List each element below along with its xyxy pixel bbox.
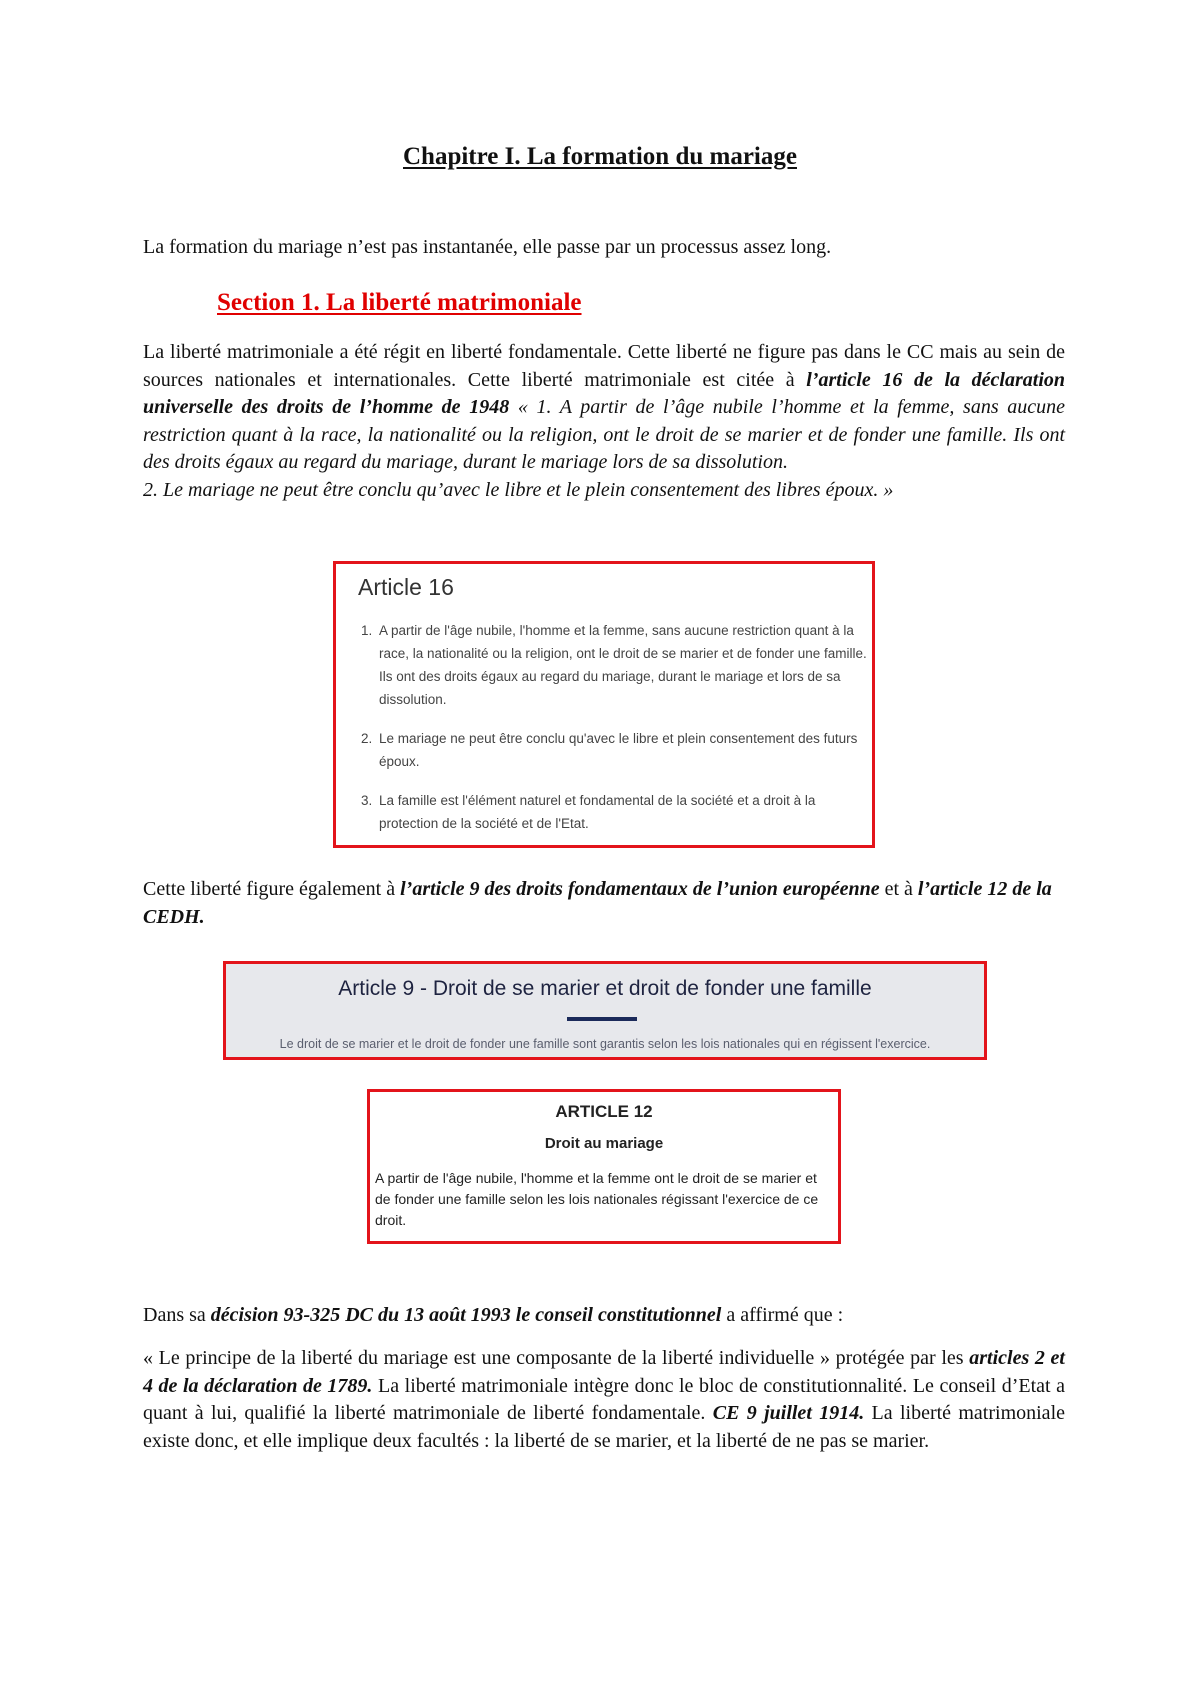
article-9-excerpt (223, 961, 987, 1060)
paragraph-article-9-12 (143, 876, 1065, 931)
p2-ref-article-12: l’article 12 de la CEDH. (143, 878, 1052, 928)
article-12-excerpt (367, 1089, 841, 1244)
p4-text-2: La liberté matrimoniale intègre donc le bloc de constitutionnalité. Le conseil d’Etat a quant à lui, qualifié la liberté matrimoniale de liberté fondamentale. (143, 1374, 1066, 1424)
article-9-heading: Article 9 - Droit de se marier et droit de fonder une famille (338, 977, 872, 1000)
article-9-text: Le droit de se marier et le droit de fonder une famille sont garantis selon les lois nationales qui en régissent l'exercice. (279, 1037, 931, 1051)
p2-ref-article-9: l’article 9 des droits fondamentaux de l’union européenne (400, 878, 880, 900)
article-16-item: 1. A partir de l'âge nubile, l'homme et la femme, sans aucune restriction quant à la race, la nationalité ou la religion, ont le droit de se marier et de fonder une famille. Ils ont des droits égaux au regard du mariage, durant le mariage et lors de sa dissolution. (376, 619, 876, 711)
chapter-title: Chapitre I. La formation du mariage (403, 143, 797, 170)
p4-text-3: La liberté matrimoniale existe donc, et elle implique deux facultés : la liberté de se marier, et la liberté de ne pas se marier. (143, 1402, 1065, 1452)
article-12-heading: ARTICLE 12 (555, 1102, 653, 1121)
article-16-list (356, 619, 876, 851)
heading-underline-bar (567, 1017, 637, 1021)
p1-ref-article-16: l’article 16 de la déclaration universelle des droits de l’homme de 1948 (143, 368, 1066, 418)
intro-paragraph: La formation du mariage n’est pas instantanée, elle passe par un processus assez long. (143, 236, 832, 258)
p1-text: La liberté matrimoniale a été régit en liberté fondamentale. Cette liberté ne figure pas dans le CC mais au sein de sources nationales et internationales. Cette liberté matrimoniale est citée à (143, 341, 1065, 391)
p3-text-1: Dans sa (143, 1304, 211, 1326)
p4-ref-articles-1789: articles 2 et 4 de la déclaration de 1789. (143, 1347, 1065, 1397)
paragraph-liberte (143, 339, 1065, 504)
p1-quote-1: « 1. A partir de l’âge nubile l’homme et la femme, sans aucune restriction quant à la race, la nationalité ou la religion, ont le droit de se marier et de fonder une famille. Ils ont des droits égaux au regard du mariage, durant le mariage lors de sa dissolution. (143, 396, 1066, 473)
article-12-subheading: Droit au mariage (544, 1135, 664, 1152)
paragraph-principe (143, 1345, 1065, 1455)
p4-text-1: « Le principe de la liberté du mariage est une composante de la liberté individuelle » protégée par les (143, 1347, 970, 1369)
article-16-item: 3. La famille est l'élément naturel et fondamental de la société et a droit à la protection de la société et de l'Etat. (376, 789, 876, 835)
p4-ref-ce-1914: CE 9 juillet 1914. (712, 1402, 865, 1424)
p2-text-2: et à (879, 878, 918, 900)
p1-quote-2: 2. Le mariage ne peut être conclu qu’avec le libre et le plein consentement des libres époux. » (143, 478, 894, 501)
article-16-excerpt (333, 561, 875, 848)
p3-text-2: a affirmé que : (721, 1304, 844, 1326)
article-16-item: 2. Le mariage ne peut être conclu qu'avec le libre et plein consentement des futurs époux. (376, 727, 876, 773)
article-16-heading: Article 16 (358, 574, 454, 600)
p3-ref-decision: décision 93-325 DC du 13 août 1993 le conseil constitutionnel (210, 1304, 722, 1326)
paragraph-decision (143, 1302, 1065, 1330)
article-12-text: A partir de l'âge nubile, l'homme et la femme ont le droit de se marier et de fonder une famille selon les lois nationales régissant l'exercice de ce droit. (375, 1170, 819, 1228)
p2-text-1: Cette liberté figure également à (143, 878, 401, 900)
section-title: Section 1. La liberté matrimoniale (217, 289, 582, 316)
